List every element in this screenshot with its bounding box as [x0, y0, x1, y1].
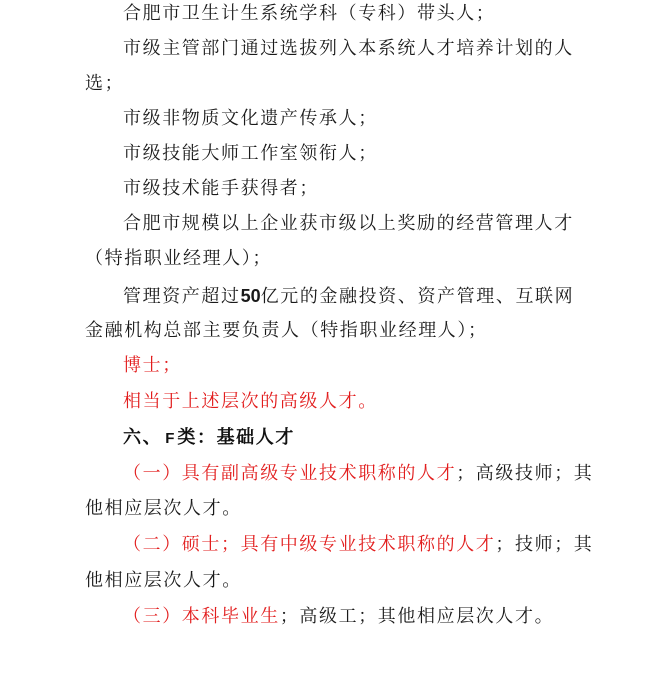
- list-item: [123, 462, 593, 486]
- text-line: 他相应层次人才。: [85, 570, 242, 591]
- list-item-text: ；高级技师；其: [456, 463, 594, 484]
- list-item-red: （一）具有副高级专业技术职称的人才: [123, 463, 457, 484]
- number-50: 50: [240, 286, 261, 306]
- highlighted-line: 相当于上述层次的高级人才。: [123, 391, 378, 412]
- text-line: 合肥市卫生计生系统学科（专科）带头人；: [123, 3, 496, 24]
- text-line: 金融机构总部主要负责人（特指职业经理人）；: [85, 320, 488, 341]
- section-suffix: 类：基础人才: [177, 427, 295, 448]
- list-item-text: ；技师；其: [495, 534, 594, 555]
- list-item: [123, 533, 593, 557]
- section-heading: [123, 426, 295, 451]
- list-item-red: （三）本科毕业生: [123, 606, 280, 627]
- text-line: 合肥市规模以上企业获市级以上奖励的经营管理人才: [123, 213, 574, 234]
- text-line: （特指职业经理人）；: [85, 248, 272, 269]
- text-line: 他相应层次人才。: [85, 498, 242, 519]
- list-item-red: （二）硕士；具有中级专业技术职称的人才: [123, 534, 496, 555]
- highlighted-line: 博士；: [123, 355, 182, 376]
- text-segment: 亿元的金融投资、资产管理、互联网: [260, 286, 575, 307]
- text-line: 市级非物质文化遗产传承人；: [123, 108, 378, 129]
- section-letter: F: [165, 430, 175, 447]
- text-line: 市级主管部门通过选拔列入本系统人才培养计划的人: [123, 38, 574, 59]
- text-line: 市级技能大师工作室领衔人；: [123, 143, 378, 164]
- text-line: [123, 284, 574, 309]
- list-item-text: ；高级工；其他相应层次人才。: [279, 606, 555, 627]
- text-line: 市级技术能手获得者；: [123, 178, 319, 199]
- text-line: 选；: [85, 73, 125, 94]
- list-item: [123, 605, 554, 629]
- text-segment: 管理资产超过: [123, 286, 241, 307]
- section-prefix: 六、: [123, 427, 163, 448]
